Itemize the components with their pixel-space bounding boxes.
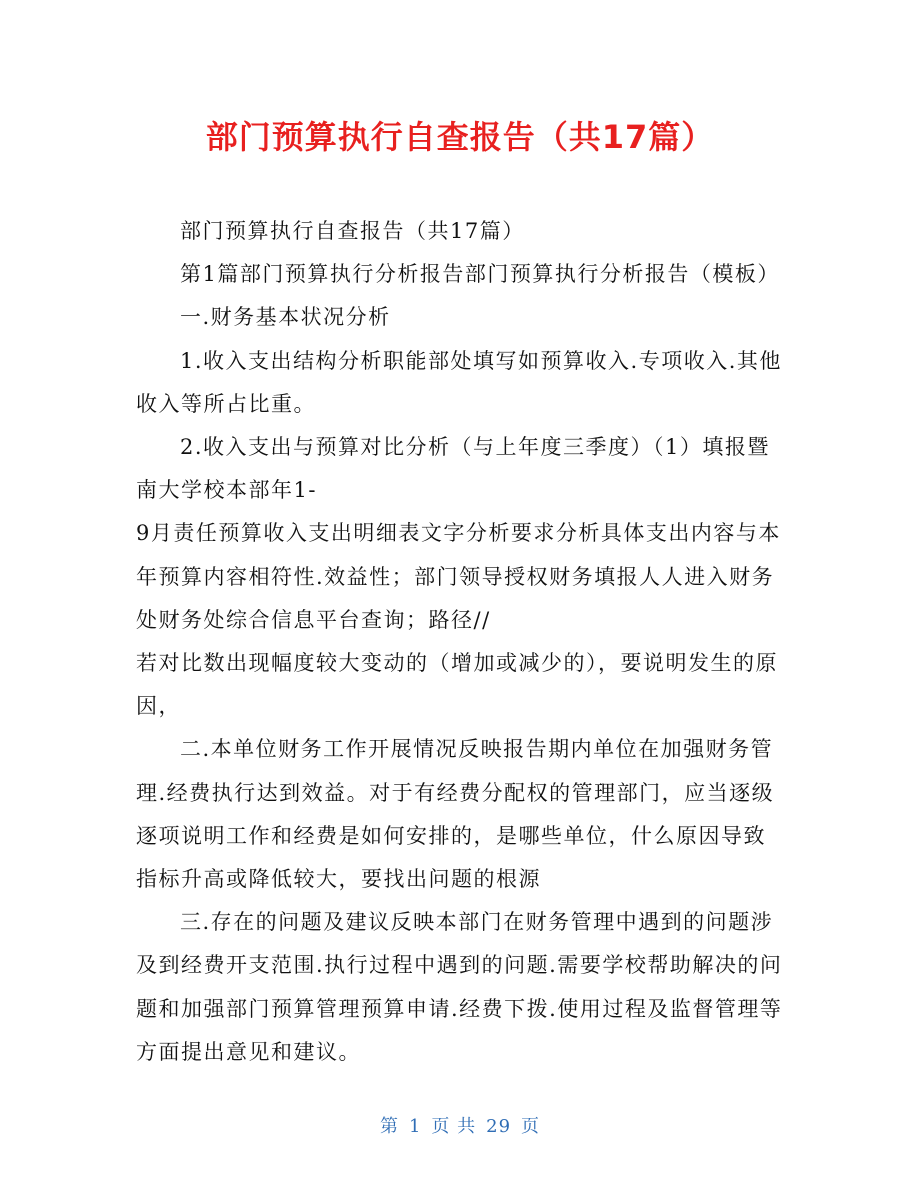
paragraph-chapter-heading: 第1篇部门预算执行分析报告部门预算执行分析报告（模板） xyxy=(180,262,780,287)
paragraph-item-one: 1.收入支出结构分析职能部处填写如预算收入.专项收入.其他收入等所占比重。 xyxy=(136,348,782,416)
document-title: 部门预算执行自查报告（共17篇） xyxy=(205,118,715,156)
footer-middle: 页 共 xyxy=(431,1116,477,1137)
page-footer xyxy=(0,1112,920,1142)
footer-total-pages: 29 xyxy=(486,1116,512,1137)
paragraph-item-two-note: 若对比数出现幅度较大变动的（增加或减少的），要说明发生的原因， xyxy=(136,651,778,719)
paragraph-section-one: 一.财务基本状况分析 xyxy=(180,305,391,330)
paragraph-subtitle: 部门预算执行自查报告（共17篇） xyxy=(180,219,525,243)
footer-suffix: 页 xyxy=(521,1116,541,1137)
paragraph-section-two: 二.本单位财务工作开展情况反映报告期内单位在加强财务管理.经费执行达到效益。对于有经费分配权的管理部门，应当逐级逐项说明工作和经费是如何安排的，是哪些单位，什么原因导致指标升高或降低较大，要找出问题的根源 xyxy=(136,737,775,892)
document-body xyxy=(136,210,784,1074)
paragraph-item-two: 2.收入支出与预算对比分析（与上年度三季度）（1）填报暨南大学校本部年1- xyxy=(136,435,770,503)
footer-prefix: 第 xyxy=(379,1116,399,1137)
footer-page-number: 1 xyxy=(408,1116,422,1137)
paragraph-item-two-detail: 9月责任预算收入支出明细表文字分析要求分析具体支出内容与本年预算内容相符性.效益性；部门领导授权财务填报人人进入财务处财务处综合信息平台查询；路径// xyxy=(136,521,781,632)
paragraph-section-three: 三.存在的问题及建议反映本部门在财务管理中遇到的问题涉及到经费开支范围.执行过程中遇到的问题.需要学校帮助解决的问题和加强部门预算管理预算申请.经费下拨.使用过程及监督管理等方面提出意见和建议。 xyxy=(136,910,783,1064)
